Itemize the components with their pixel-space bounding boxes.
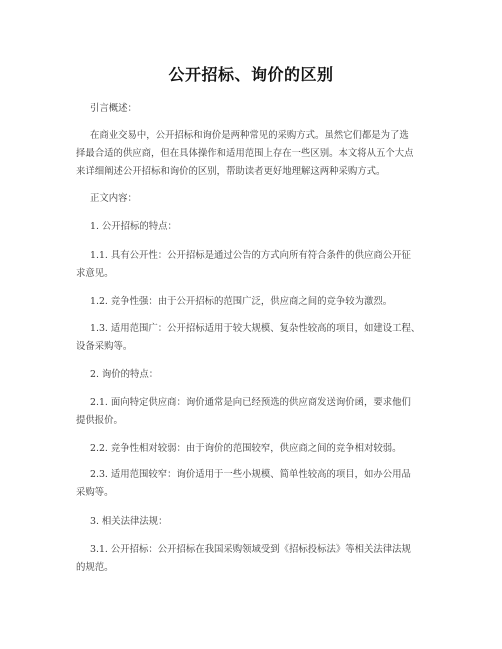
section-1-3-line-2: 设备采购等。	[76, 341, 133, 352]
body-heading-text: 正文内容：	[90, 193, 137, 204]
section-2-heading	[76, 366, 428, 384]
section-2-1-line-1: 2.1. 面向特定供应商：询价通常是向已经预选的供应商发送询价函，要求他们	[90, 397, 411, 408]
section-1-1-line-2: 求意见。	[76, 268, 114, 279]
section-2-3-line-1: 2.3. 适用范围较窄：询价适用于一些小规模、简单性较高的项目，如办公用品	[90, 469, 411, 480]
body-heading	[76, 190, 428, 208]
intro-line-2: 择最合适的供应商，但在具体操作和适用范围上存在一些区别。本文将从五个大点	[76, 148, 414, 159]
section-2-3	[76, 466, 428, 502]
section-3-1-line-1: 3.1. 公开招标：公开招标在我国采购领域受到《招标投标法》等相关法律法规	[90, 544, 411, 555]
section-1-3-line-1: 1.3. 适用范围广：公开招标适用于较大规模、复杂性较高的项目，如建设工程、	[90, 323, 421, 334]
intro-line-3: 来详细阐述公开招标和询价的区别，帮助读者更好地理解这两种采购方式。	[76, 166, 386, 177]
section-3-heading	[76, 513, 428, 531]
section-1-heading-text: 1. 公开招标的特点：	[90, 221, 177, 232]
section-2-1	[76, 394, 428, 430]
section-2-2	[76, 440, 428, 458]
section-2-2-line-1: 2.2. 竞争性相对较弱：由于询价的范围较窄，供应商之间的竞争相对较弱。	[90, 443, 402, 454]
section-2-heading-text: 2. 询价的特点：	[90, 369, 159, 380]
section-2-3-line-2: 采购等。	[76, 487, 114, 498]
section-3-1	[76, 541, 428, 577]
intro-heading	[76, 100, 428, 118]
section-1-1-line-1: 1.1. 具有公开性：公开招标是通过公告的方式向所有符合条件的供应商公开征	[90, 250, 411, 261]
intro-paragraph	[76, 127, 428, 181]
section-1-3	[76, 320, 428, 356]
section-1-2-line-1: 1.2. 竞争性强：由于公开招标的范围广泛，供应商之间的竞争较为激烈。	[90, 296, 393, 307]
document-title: 公开招标、询价的区别	[168, 65, 334, 84]
section-1-1	[76, 247, 428, 283]
section-2-1-line-2: 提供报价。	[76, 415, 123, 426]
section-3-heading-text: 3. 相关法律法规：	[90, 516, 168, 527]
section-3-1-line-2: 的规范。	[76, 562, 114, 573]
intro-line-1: 在商业交易中，公开招标和询价是两种常见的采购方式。虽然它们都是为了选	[90, 130, 409, 141]
intro-heading-text: 引言概述：	[90, 103, 137, 114]
section-1-2	[76, 293, 428, 311]
section-1-heading	[76, 218, 428, 236]
